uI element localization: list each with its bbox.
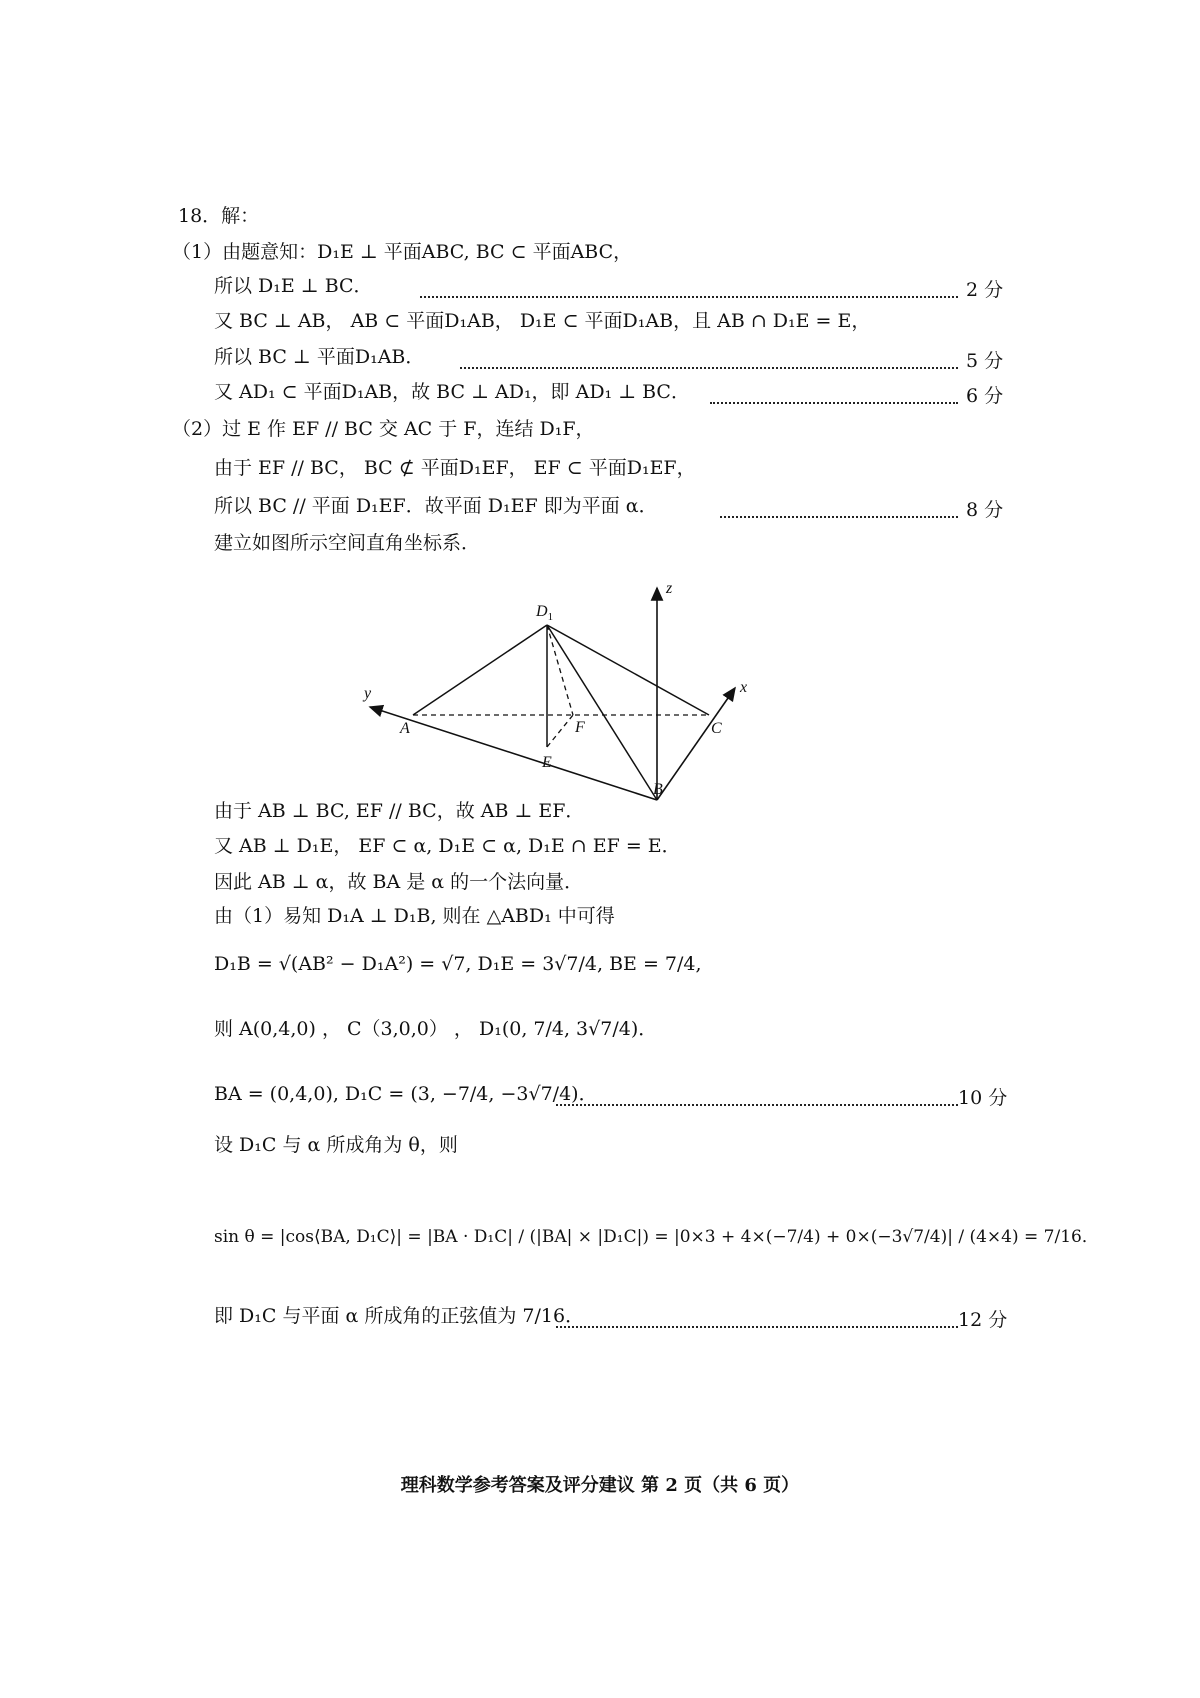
score-2: 2 分 [966, 279, 1004, 301]
score-6: 6 分 [966, 385, 1004, 407]
score-8: 8 分 [966, 499, 1004, 521]
edge-D1B [547, 625, 657, 800]
label-y: y [364, 685, 372, 702]
leader-dots [556, 1326, 958, 1328]
leader-dots [710, 402, 958, 404]
coordinate-figure [360, 575, 780, 805]
y-axis [370, 707, 657, 800]
part2-line2: 由于 EF // BC， BC ⊄ 平面D₁EF， EF ⊂ 平面D₁EF， [214, 457, 696, 479]
part2-line11: BA = (0,4,0), D₁C = (3, −7/4, −3√7/4)． [214, 1083, 598, 1105]
part2-line9: D₁B = √(AB² − D₁A²) = √7, D₁E = 3√7/4, BE = 7/4, [214, 953, 702, 975]
part2-line3: 所以 BC // 平面 D₁EF．故平面 D₁EF 即为平面 α． [214, 495, 658, 517]
label-z: z [666, 580, 673, 597]
problem-heading: 18．解： [178, 205, 260, 227]
part1-line5: 又 AD₁ ⊂ 平面D₁AB，故 BC ⊥ AD₁，即 AD₁ ⊥ BC． [214, 381, 690, 403]
part1-line4: 所以 BC ⊥ 平面D₁AB． [214, 346, 425, 368]
part1-line2: 所以 D₁E ⊥ BC． [214, 275, 373, 297]
score-10: 10 分 [958, 1087, 1008, 1109]
sin-theta-equation: sin θ = |cos⟨BA, D₁C⟩| = |BA · D₁C| / (|BA| × |D₁C|) = |0×3 + 4×(−7/4) + 0×(−3√7/4)| / (4×4) = 7/16． [214, 1227, 1099, 1247]
edge-EF [547, 715, 573, 747]
part1-line3: 又 BC ⊥ AB， AB ⊂ 平面D₁AB， D₁E ⊂ 平面D₁AB，且 AB ∩ D₁E = E， [214, 310, 871, 332]
label-A: A [400, 720, 410, 737]
label-C: C [711, 720, 722, 737]
part2-line12: 设 D₁C 与 α 所成角为 θ，则 [214, 1134, 458, 1156]
score-12: 12 分 [958, 1309, 1008, 1331]
part2-line8: 由（1）易知 D₁A ⊥ D₁B, 则在 △ABD₁ 中可得 [214, 905, 615, 927]
part2-line7: 因此 AB ⊥ α，故 BA 是 α 的一个法向量． [214, 871, 584, 893]
part2-label: （2） [172, 418, 223, 440]
edge-D1A [413, 625, 547, 715]
part1-label: （1） [172, 241, 223, 263]
part1-text1: 由题意知：D₁E ⊥ 平面ABC, BC ⊂ 平面ABC， [222, 241, 633, 263]
leader-dots [460, 367, 958, 369]
page-footer: 理科数学参考答案及评分建议 第 2 页（共 6 页） [400, 1475, 800, 1496]
label-D1: $D_1$ [536, 603, 554, 623]
part2-line6: 又 AB ⊥ D₁E， EF ⊂ α, D₁E ⊂ α, D₁E ∩ EF = E． [214, 835, 681, 857]
leader-dots [720, 516, 958, 518]
edge-D1C [547, 625, 709, 715]
label-E: E [542, 754, 552, 771]
leader-dots [420, 296, 958, 298]
part1-line1 [172, 241, 632, 264]
part2-line10: 则 A(0,4,0) ， C（3,0,0） ， D₁(0, 7/4, 3√7/4)． [214, 1018, 658, 1040]
label-x: x [740, 679, 748, 696]
part2-line5: 由于 AB ⊥ BC, EF // BC，故 AB ⊥ EF． [214, 800, 585, 822]
part2-line4: 建立如图所示空间直角坐标系． [214, 532, 481, 554]
label-F: F [575, 719, 585, 736]
leader-dots [556, 1104, 958, 1106]
part2-text1: 过 E 作 EF // BC 交 AC 于 F，连结 D₁F， [222, 418, 595, 440]
edge-D1F [547, 625, 573, 715]
part2-line1 [172, 418, 595, 441]
score-5: 5 分 [966, 350, 1004, 372]
x-axis [657, 688, 735, 800]
label-B: B [653, 781, 663, 798]
part2-line14: 即 D₁C 与平面 α 所成角的正弦值为 7/16． [214, 1305, 585, 1327]
